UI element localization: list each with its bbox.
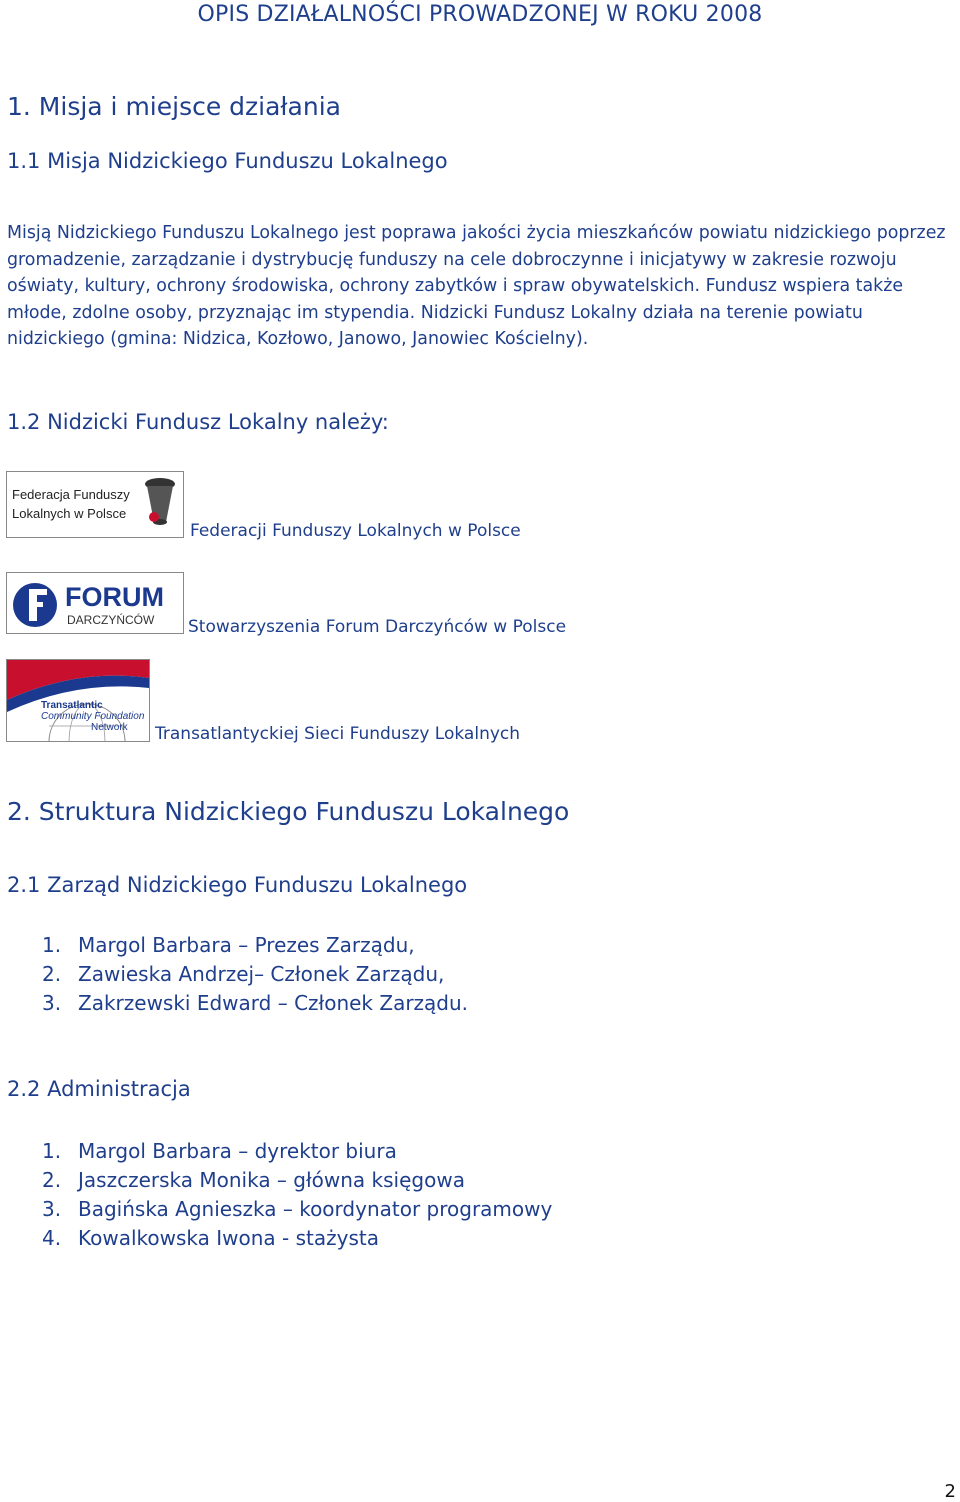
list-number: 3. <box>42 1197 62 1221</box>
list-text: Margol Barbara – Prezes Zarządu, <box>78 933 415 957</box>
federacja-logo-line-2: Lokalnych w Polsce <box>12 506 127 521</box>
list-text: Bagińska Agnieszka – koordynator programowy <box>78 1197 553 1221</box>
board-list-item <box>42 991 468 1015</box>
forum-logo-word: FORUM <box>65 582 164 612</box>
federacja-logo <box>6 471 184 538</box>
section-1-2-heading: 1.2 Nidzicki Fundusz Lokalny należy: <box>7 410 389 434</box>
transatlantic-logo-line-2: Community Foundation <box>41 711 145 722</box>
darczyncow-logo-word: DARCZYŃCÓW <box>67 613 155 627</box>
list-number: 2. <box>42 1168 62 1192</box>
list-text: Margol Barbara – dyrektor biura <box>78 1139 397 1163</box>
section-2-2-heading: 2.2 Administracja <box>7 1077 191 1101</box>
list-number: 1. <box>42 1139 62 1163</box>
section-1-1-heading: 1.1 Misja Nidzickiego Funduszu Lokalnego <box>7 149 448 173</box>
mission-text: Misją Nidzickiego Funduszu Lokalnego jest poprawa jakości życia mieszkańców powiatu nidzickiego poprzez gromadzenie, zarządzanie i dystrybucję funduszy na cele dobroczynne i inicjatywy w zakresie rozwoju oświaty, kultury, ochrony środowiska, ochrony zabytków i spraw obywatelskich. Fundusz wspiera także młode, zdolne osoby, przyznając im stypendia. Nidzicki Fundusz Lokalny działa na terenie powiatu nidzickiego (gmina: Nidzica, Kozłowo, Janowo, Janowiec Kościelny). <box>7 223 946 349</box>
transatlantic-logo <box>6 659 150 742</box>
admin-list-item <box>42 1197 552 1221</box>
top-hat-logo-icon <box>145 478 175 525</box>
section-2-heading: 2. Struktura Nidzickiego Funduszu Lokalnego <box>7 797 570 826</box>
transatlantic-logo-line-3: Network <box>91 722 128 733</box>
board-list-item <box>42 962 444 986</box>
forum-caption: Stowarzyszenia Forum Darczyńców w Polsce <box>188 617 567 637</box>
list-number: 4. <box>42 1226 62 1250</box>
list-text: Zawieska Andrzej– Członek Zarządu, <box>78 962 445 986</box>
section-1-heading: 1. Misja i miejsce działania <box>7 92 341 121</box>
transatlantic-logo-line-1: Transatlantic <box>41 700 103 711</box>
admin-list-item <box>42 1168 465 1192</box>
page-number: 2 <box>944 1481 956 1502</box>
list-number: 2. <box>42 962 62 986</box>
admin-list-item <box>42 1139 397 1163</box>
list-text: Zakrzewski Edward – Członek Zarządu. <box>78 991 469 1015</box>
list-number: 3. <box>42 991 62 1015</box>
board-list-item <box>42 933 415 957</box>
federacja-caption: Federacji Funduszy Lokalnych w Polsce <box>190 521 521 541</box>
mission-paragraph <box>7 220 953 353</box>
forum-f-logo-icon <box>13 583 57 627</box>
list-number: 1. <box>42 933 62 957</box>
admin-list-item <box>42 1226 379 1250</box>
section-2-1-heading: 2.1 Zarząd Nidzickiego Funduszu Lokalnego <box>7 873 468 897</box>
document-title: OPIS DZIAŁALNOŚCI PROWADZONEJ W ROKU 2008 <box>197 2 763 27</box>
federacja-logo-line-1: Federacja Funduszy <box>12 487 130 502</box>
forum-darczyncow-logo <box>6 572 184 634</box>
list-text: Kowalkowska Iwona - stażysta <box>78 1226 379 1250</box>
transatlantic-caption: Transatlantyckiej Sieci Funduszy Lokalnych <box>155 724 521 744</box>
list-text: Jaszczerska Monika – główna księgowa <box>78 1168 465 1192</box>
